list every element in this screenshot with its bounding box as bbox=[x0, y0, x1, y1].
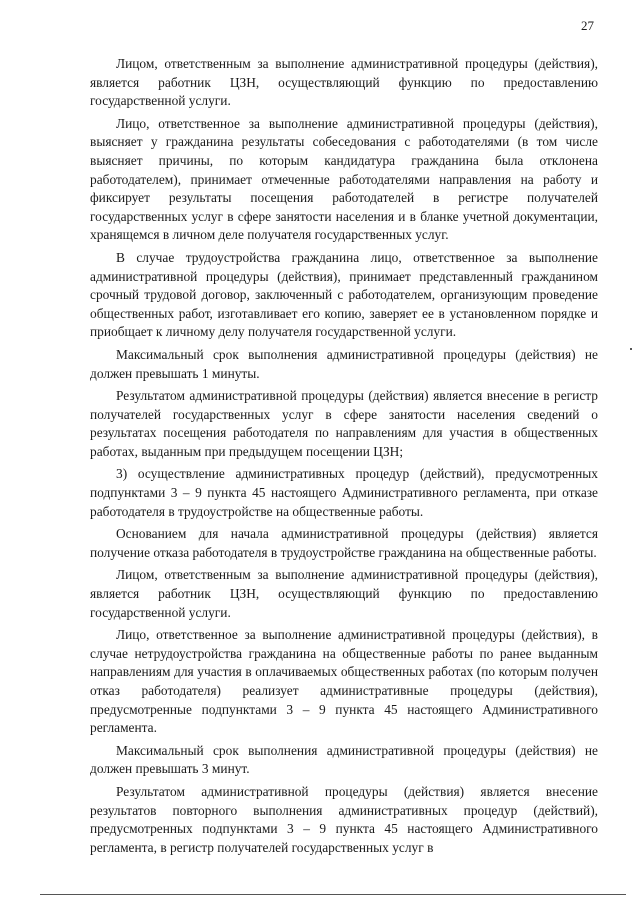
paragraph-item-3: 3) осуществление административных процедур (действий), предусмотренных подпунктами 3 – 9 пункта 45 настоящего Административного регламента, при отказе работодателя в трудоустройстве на общественные работы. bbox=[90, 466, 598, 519]
paragraph-responsible-person: Лицом, ответственным за выполнение административной процедуры (действия), является работник ЦЗН, осуществляющий функцию по предоставлению государственной услуги. bbox=[90, 56, 598, 109]
scan-bottom-edge bbox=[40, 894, 626, 895]
paragraph-interview-results: Лицо, ответственное за выполнение административной процедуры (действия), выясняет у гражданина результаты собеседования с работодателями (в том числе выясняет причины, по которым кандидатура гражданина была отклонена работодателем), принимает отмеченные работодателями направления на работу и фиксирует результаты посещения работодателей в регистре получателей государственных услуг в сфере занятости населения и в бланке учетной документации, хранящемся в личном деле получателя государственных услуг. bbox=[90, 115, 598, 243]
paragraph-max-time-1: Максимальный срок выполнения административной процедуры (действия) не должен превышать 1 минуты. bbox=[90, 346, 598, 381]
paragraph-basis: Основанием для начала административной процедуры (действия) является получение отказа работодателя в трудоустройстве гражданина на общественные работы. bbox=[90, 526, 598, 560]
scan-speck bbox=[630, 348, 632, 350]
paragraph-employment-contract: В случае трудоустройства гражданина лицо, ответственное за выполнение административной процедуры (действия), принимает представленный гражданином срочный трудовой договор, заключенный с работодателем, организующим проведение общественных работ, изготавливает его копию, заверяет ее в установленном порядке и приобщает к личному делу получателя государственной услуги. bbox=[90, 249, 598, 340]
paragraph-responsible-person-2: Лицом, ответственным за выполнение административной процедуры (действия), является работник ЦЗН, осуществляющий функцию по предоставлению государственной услуги. bbox=[90, 567, 598, 620]
paragraph-result-1: Результатом административной процедуры (действия) является внесение в регистр получателей государственных услуг в сфере занятости населения сведений о результатах посещения работодателя по направлениям для участия в общественных работах, выданным при предыдущем посещении ЦЗН; bbox=[90, 388, 598, 459]
paragraph-result-2: Результатом административной процедуры (действия) является внесение результатов повторного выполнения административных процедур (действий), предусмотренных подпунктами 3 – 9 пункта 45 настоящего Административного регламента, в регистр получателей государственных услуг в bbox=[90, 783, 598, 855]
paragraph-non-employment: Лицо, ответственное за выполнение административной процедуры (действия), в случае нетрудоустройства гражданина на общественные работы по ранее выданным направлениям для участия в оплачиваемых общественных работах (по которым получен отказ работодателя) реализует административные процедуры (действия), предусмотренные подпунктами 3 – 9 пункта 45 настоящего Административного регламента. bbox=[90, 627, 598, 736]
document-body bbox=[90, 55, 598, 861]
page-number: 27 bbox=[581, 18, 594, 33]
paragraph-max-time-3: Максимальный срок выполнения административной процедуры (действия) не должен превышать 3 минут. bbox=[90, 742, 598, 777]
